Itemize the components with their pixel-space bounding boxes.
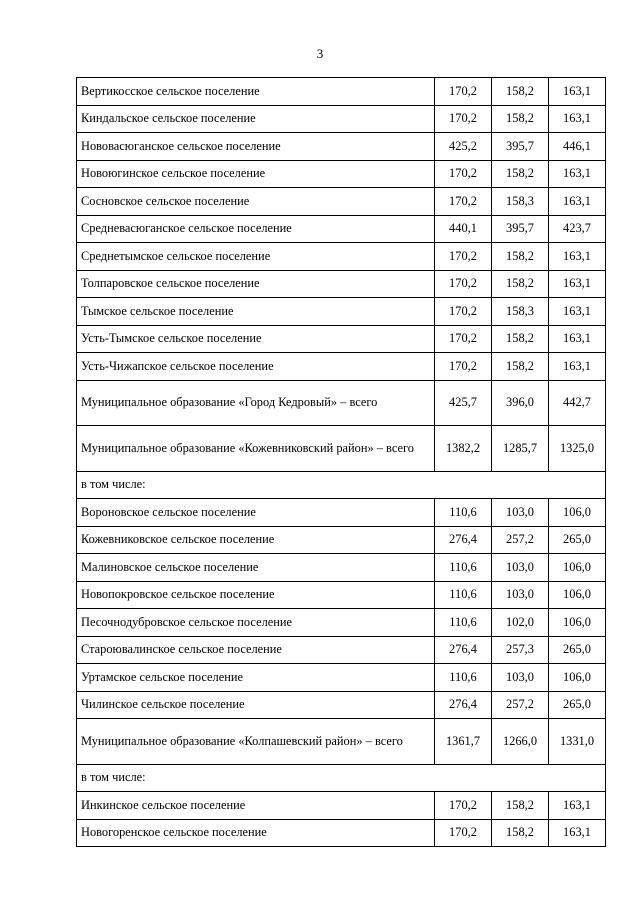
table-row (77, 270, 606, 298)
value-col-1: 1382,2 (435, 426, 492, 472)
table-row (77, 325, 606, 353)
value-col-2: 103,0 (492, 499, 549, 527)
value-col-2: 158,2 (492, 160, 549, 188)
value-col-1: 425,2 (435, 133, 492, 161)
value-col-3: 163,1 (549, 105, 606, 133)
table-row (77, 78, 606, 106)
value-col-1: 110,6 (435, 581, 492, 609)
table-row (77, 160, 606, 188)
value-col-2: 158,2 (492, 270, 549, 298)
value-col-2: 158,2 (492, 325, 549, 353)
value-col-2: 158,2 (492, 105, 549, 133)
value-col-2: 102,0 (492, 609, 549, 637)
value-col-3: 163,1 (549, 353, 606, 381)
table-row (77, 609, 606, 637)
table-row (77, 133, 606, 161)
settlement-name: Кожевниковское сельское поселение (77, 526, 435, 554)
settlement-name: Вертикосское сельское поселение (77, 78, 435, 106)
settlement-name: Песочнодубровское сельское поселение (77, 609, 435, 637)
value-col-1: 170,2 (435, 78, 492, 106)
value-col-3: 1331,0 (549, 719, 606, 765)
value-col-1: 110,6 (435, 554, 492, 582)
value-col-2: 158,2 (492, 792, 549, 820)
value-col-3: 446,1 (549, 133, 606, 161)
value-col-2: 158,2 (492, 819, 549, 847)
value-col-2: 1266,0 (492, 719, 549, 765)
value-col-3: 442,7 (549, 380, 606, 426)
value-col-2: 158,3 (492, 298, 549, 326)
value-col-1: 276,4 (435, 636, 492, 664)
value-col-3: 163,1 (549, 325, 606, 353)
section-label: в том числе: (77, 471, 606, 499)
value-col-3: 106,0 (549, 609, 606, 637)
settlement-name: Среднетымское сельское поселение (77, 243, 435, 271)
settlement-name: Новоюгинское сельское поселение (77, 160, 435, 188)
value-col-3: 163,1 (549, 819, 606, 847)
value-col-3: 163,1 (549, 78, 606, 106)
budget-table-body (77, 78, 606, 847)
table-row (77, 188, 606, 216)
settlement-name: Староювалинское сельское поселение (77, 636, 435, 664)
value-col-3: 163,1 (549, 298, 606, 326)
value-col-2: 395,7 (492, 133, 549, 161)
value-col-1: 170,2 (435, 105, 492, 133)
value-col-1: 170,2 (435, 243, 492, 271)
value-col-2: 103,0 (492, 554, 549, 582)
value-col-3: 265,0 (549, 526, 606, 554)
value-col-1: 170,2 (435, 298, 492, 326)
municipality-name: Муниципальное образование «Кожевниковский район» – всего (77, 426, 435, 472)
settlement-name: Толпаровское сельское поселение (77, 270, 435, 298)
settlement-name: Чилинское сельское поселение (77, 691, 435, 719)
table-row (77, 526, 606, 554)
value-col-1: 425,7 (435, 380, 492, 426)
table-row-total (77, 380, 606, 426)
value-col-1: 110,6 (435, 609, 492, 637)
value-col-3: 106,0 (549, 499, 606, 527)
value-col-3: 106,0 (549, 554, 606, 582)
table-row-section (77, 471, 606, 499)
table-row (77, 554, 606, 582)
value-col-3: 163,1 (549, 270, 606, 298)
settlement-name: Инкинское сельское поселение (77, 792, 435, 820)
value-col-2: 257,2 (492, 691, 549, 719)
table-row (77, 792, 606, 820)
table-row (77, 243, 606, 271)
value-col-1: 276,4 (435, 526, 492, 554)
value-col-3: 163,1 (549, 160, 606, 188)
page-number: 3 (316, 46, 324, 61)
value-col-1: 110,6 (435, 499, 492, 527)
value-col-2: 103,0 (492, 664, 549, 692)
settlement-name: Новогоренское сельское поселение (77, 819, 435, 847)
table-row (77, 636, 606, 664)
municipality-name: Муниципальное образование «Город Кедровый» – всего (77, 380, 435, 426)
value-col-3: 163,1 (549, 243, 606, 271)
value-col-2: 257,3 (492, 636, 549, 664)
value-col-2: 257,2 (492, 526, 549, 554)
value-col-1: 170,2 (435, 325, 492, 353)
value-col-2: 158,3 (492, 188, 549, 216)
table-row (77, 353, 606, 381)
value-col-3: 163,1 (549, 188, 606, 216)
settlement-name: Усть-Тымское сельское поселение (77, 325, 435, 353)
table-row-section (77, 764, 606, 792)
value-col-2: 395,7 (492, 215, 549, 243)
table-row-total (77, 719, 606, 765)
settlement-name: Новопокровское сельское поселение (77, 581, 435, 609)
value-col-1: 1361,7 (435, 719, 492, 765)
settlement-name: Усть-Чижапское сельское поселение (77, 353, 435, 381)
table-row (77, 105, 606, 133)
value-col-3: 1325,0 (549, 426, 606, 472)
municipality-name: Муниципальное образование «Колпашевский район» – всего (77, 719, 435, 765)
value-col-1: 440,1 (435, 215, 492, 243)
table-row (77, 215, 606, 243)
table-row (77, 664, 606, 692)
budget-table (76, 77, 606, 847)
settlement-name: Тымское сельское поселение (77, 298, 435, 326)
table-row (77, 691, 606, 719)
settlement-name: Уртамское сельское поселение (77, 664, 435, 692)
table-row (77, 298, 606, 326)
value-col-1: 170,2 (435, 160, 492, 188)
value-col-1: 170,2 (435, 270, 492, 298)
value-col-3: 265,0 (549, 691, 606, 719)
value-col-1: 170,2 (435, 188, 492, 216)
value-col-3: 423,7 (549, 215, 606, 243)
table-row-total (77, 426, 606, 472)
value-col-2: 158,2 (492, 353, 549, 381)
table-row (77, 499, 606, 527)
section-label: в том числе: (77, 764, 606, 792)
value-col-3: 106,0 (549, 664, 606, 692)
settlement-name: Сосновское сельское поселение (77, 188, 435, 216)
value-col-1: 276,4 (435, 691, 492, 719)
settlement-name: Средневасюганское сельское поселение (77, 215, 435, 243)
settlement-name: Малиновское сельское поселение (77, 554, 435, 582)
value-col-3: 265,0 (549, 636, 606, 664)
table-row (77, 819, 606, 847)
value-col-2: 1285,7 (492, 426, 549, 472)
table-row (77, 581, 606, 609)
settlement-name: Киндальское сельское поселение (77, 105, 435, 133)
value-col-2: 103,0 (492, 581, 549, 609)
value-col-1: 170,2 (435, 353, 492, 381)
value-col-3: 106,0 (549, 581, 606, 609)
value-col-3: 163,1 (549, 792, 606, 820)
value-col-2: 396,0 (492, 380, 549, 426)
value-col-2: 158,2 (492, 78, 549, 106)
value-col-1: 170,2 (435, 792, 492, 820)
value-col-1: 110,6 (435, 664, 492, 692)
settlement-name: Вороновское сельское поселение (77, 499, 435, 527)
settlement-name: Нововасюганское сельское поселение (77, 133, 435, 161)
value-col-1: 170,2 (435, 819, 492, 847)
value-col-2: 158,2 (492, 243, 549, 271)
